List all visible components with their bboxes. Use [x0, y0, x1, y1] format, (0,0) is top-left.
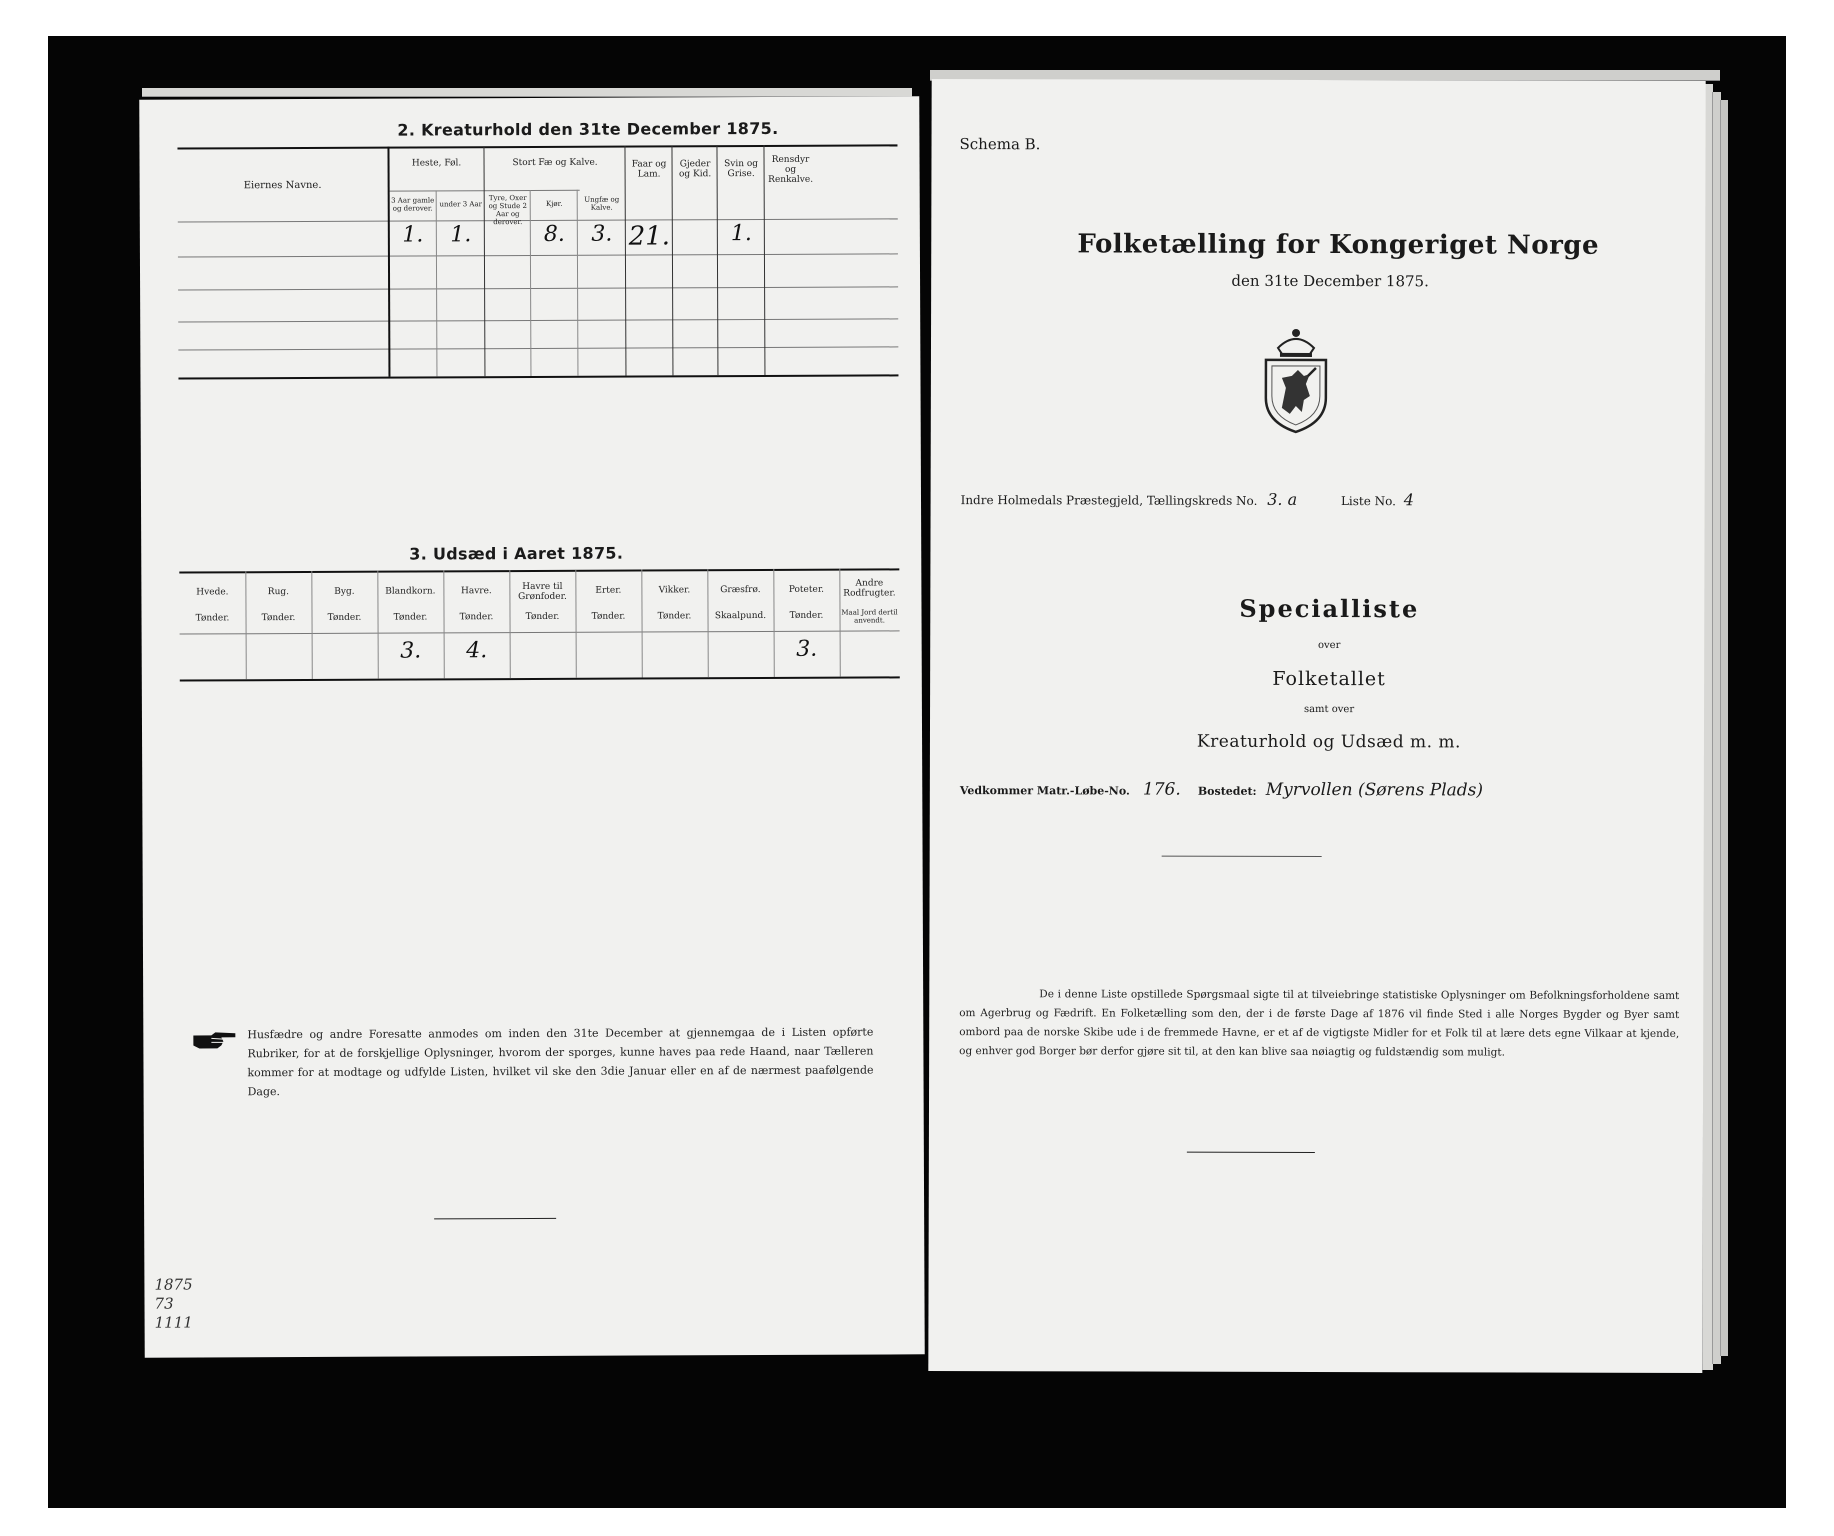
page-stack-edge — [142, 88, 912, 97]
liste-number: 4 — [1403, 490, 1415, 510]
cell-ungfae: 3. — [591, 221, 613, 247]
seed-unit: Tønder. — [525, 611, 560, 623]
over-text: over — [1318, 640, 1341, 652]
header-stort-fae: Stort Fæ og Kalve. — [512, 157, 598, 169]
header-ungfae: Ungfæ og Kalve. — [584, 195, 620, 212]
header-owner: Eiernes Navne. — [243, 179, 322, 192]
coat-of-arms-icon — [1258, 326, 1334, 438]
page-stack-edge — [1720, 100, 1728, 1356]
header-faar: Faar og Lam. — [631, 159, 667, 180]
seed-col-havre: Havre. — [460, 586, 492, 597]
header-svin: Svin og Grise. — [724, 159, 759, 180]
right-page — [928, 79, 1705, 1373]
cell-blandkorn: 3. — [400, 638, 422, 664]
matr-line — [960, 779, 1483, 800]
seed-unit: Tønder. — [789, 610, 824, 621]
header-kjor: Kjør. — [545, 199, 563, 208]
cell-heste-young: 1. — [450, 222, 472, 248]
seed-col-vikker: Vikker. — [658, 585, 691, 596]
bosted-value: Myrvollen (Sørens Plads) — [1265, 779, 1484, 801]
cell-poteter: 3. — [796, 636, 818, 662]
district-prefix: Indre Holmedals Præstegjeld, Tællingskreds No. — [960, 493, 1258, 508]
district-line — [961, 489, 1414, 509]
header-tyre: Tyre, Oxer og Stude 2 Aar og derover. — [488, 194, 527, 227]
notice-text: Husfædre og andre Foresatte anmodes om inden den 31te December at gjennemgaa de i Listen opførte Rubriker, for at de forskjellige Oplysninger, hvorom der sporges, kunne haves paa rede Haand, naar Tælleren kommer for at modtage og udfylde Listen, hvilket vil ske den 3die Januar eller en af de nærmest paafølgende Dage. — [247, 1025, 874, 1099]
divider — [1187, 1152, 1315, 1153]
seed-col-rodfrugter: Andre Rodfrugter. — [843, 578, 896, 599]
margin-note: 1875 73 1111 — [154, 1275, 193, 1332]
cell-havre: 4. — [466, 638, 488, 664]
cell-heste-old: 1. — [402, 222, 424, 248]
seed-unit: Maal Jord dertil anvendt. — [841, 608, 898, 625]
folketallet-title: Folketallet — [1272, 667, 1386, 691]
header-heste: Heste, Føl. — [411, 158, 462, 169]
divider — [434, 1218, 556, 1220]
seed-unit: Tønder. — [657, 611, 692, 622]
kreaturhold-title: Kreaturhold og Udsæd m. m. — [1196, 731, 1461, 753]
seed-col-graesfro: Græsfrø. — [720, 585, 761, 596]
cell-faar: 21. — [628, 221, 671, 252]
document-title: Folketælling for Kongeriget Norge — [1077, 229, 1600, 261]
seed-unit: Tønder. — [459, 612, 494, 623]
seed-col-poteter: Poteter. — [788, 584, 825, 595]
matr-label: Vedkommer Matr.-Løbe-No. — [959, 784, 1130, 798]
explanatory-note: De i denne Liste opstillede Spørgsmaal sigte til at tilveiebringe statistiske Oplysninger om Befolkningsforholdene samt om Agerbrug og Fædrift. En Folketælling som den, der i de første Dage af 1876 vil finde Sted i alle Norges Bygder og Byer samt ombord paa de norske Skibe ude i de fremmede Havne, er et af de vigtigste Midler for et Folk til at lære dets egne Vilkaar at kjende, og enhver god Borger bør derfor gjøre sit til, at den kan blive saa nøiagtig og fuldstændig som muligt. — [959, 988, 1680, 1059]
seed-col-rug: Rug. — [267, 587, 290, 598]
seed-unit: Tønder. — [327, 612, 362, 623]
left-page — [139, 96, 924, 1357]
document-subtitle: den 31te December 1875. — [1231, 271, 1429, 291]
seed-col-blandkorn: Blandkorn. — [385, 586, 436, 597]
divider — [1162, 856, 1322, 857]
seed-unit: Tønder. — [261, 613, 296, 624]
header-rensdyr: Rensdyr og Renkalve. — [768, 154, 814, 185]
seed-unit: Skaalpund. — [714, 610, 767, 622]
cell-svin: 1. — [730, 221, 752, 247]
header-heste-young: under 3 Aar — [439, 200, 482, 209]
pointing-hand-icon — [191, 1029, 237, 1055]
section2-title: 2. Kreaturhold den 31te December 1875. — [397, 118, 779, 140]
section3-title: 3. Udsæd i Aaret 1875. — [409, 543, 624, 564]
header-heste-old: 3 Aar gamle og derover. — [391, 196, 435, 213]
specialliste-title: Specialliste — [1239, 593, 1420, 624]
liste-label: Liste No. — [1340, 494, 1396, 509]
cell-kjor: 8. — [543, 221, 565, 247]
seed-col-hvede: Hvede. — [196, 587, 229, 598]
header-gjeder: Gjeder og Kid. — [678, 159, 712, 180]
matr-number: 176. — [1142, 779, 1181, 800]
seed-unit: Tønder. — [591, 611, 626, 622]
district-number: 3. a — [1267, 489, 1298, 509]
seed-col-byg: Byg. — [334, 586, 355, 597]
seed-unit: Tønder. — [393, 612, 428, 623]
seed-col-erter: Erter. — [595, 585, 622, 596]
schema-label: Schema B. — [959, 135, 1041, 154]
seed-col-gronfoder: Havre til Grønfoder. — [518, 581, 567, 603]
samt-over-text: samt over — [1303, 703, 1355, 716]
seed-unit: Tønder. — [195, 613, 230, 624]
bosted-label: Bostedet: — [1197, 784, 1257, 798]
